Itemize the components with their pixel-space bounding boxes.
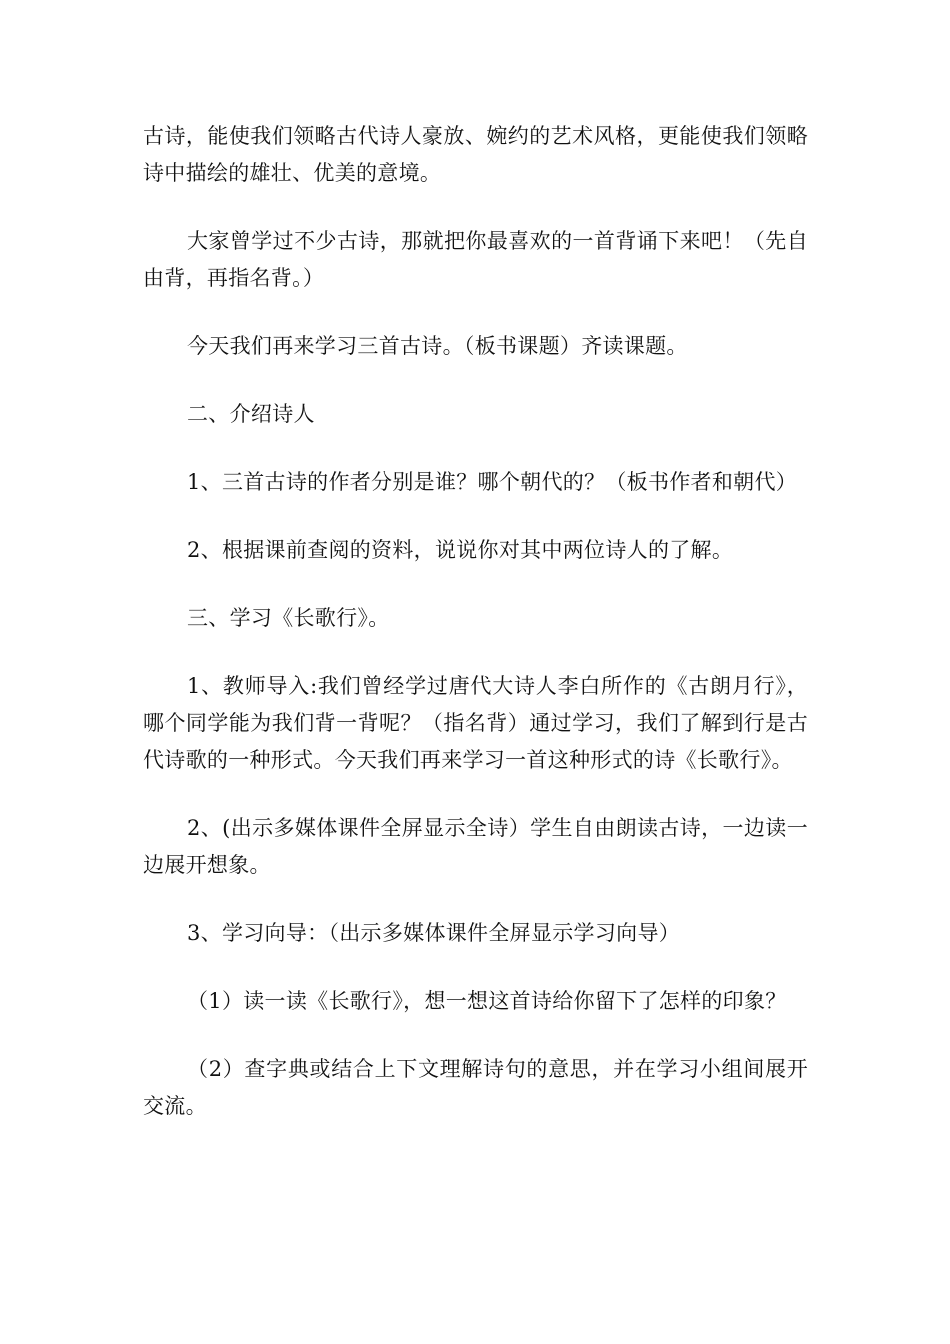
paragraph-intro-continuation: 古诗，能使我们领略古代诗人豪放、婉约的艺术风格，更能使我们领略诗中描绘的雄壮、优美的意境。 (143, 124, 808, 185)
document-body (143, 118, 808, 1125)
sub-item-dictionary-discussion: （2）查字典或结合上下文理解诗句的意思，并在学习小组间展开交流。 (143, 1057, 808, 1118)
list-item-study-guide: 3、学习向导：（出示多媒体课件全屏显示学习向导） (187, 921, 681, 945)
paragraph-todays-lesson: 今天我们再来学习三首古诗。（板书课题）齐读课题。 (187, 334, 688, 358)
section-heading-changgexing: 三、学习《长歌行》。 (187, 606, 390, 630)
list-item-teacher-intro: 1、教师导入:我们曾经学过唐代大诗人李白所作的《古朗月行》，哪个同学能为我们背一背呢？（指名背）通过学习，我们了解到行是古代诗歌的一种形式。今天我们再来学习一首这种形式的诗《长歌行》。 (143, 674, 808, 772)
list-item-poet-research: 2、根据课前查阅的资料，说说你对其中两位诗人的了解。 (187, 538, 734, 562)
list-item-authors: 1、三首古诗的作者分别是谁？哪个朝代的？（板书作者和朝代） (187, 470, 798, 494)
sub-item-read-impression: （1）读一读《长歌行》，想一想这首诗给你留下了怎样的印象？ (187, 989, 787, 1013)
section-heading-introduce-poets: 二、介绍诗人 (187, 402, 315, 426)
paragraph-recite-poem: 大家曾学过不少古诗，那就把你最喜欢的一首背诵下来吧！（先自由背，再指名背。） (143, 229, 808, 290)
list-item-free-reading: 2、(出示多媒体课件全屏显示全诗）学生自由朗读古诗，一边读一边展开想象。 (143, 816, 808, 877)
